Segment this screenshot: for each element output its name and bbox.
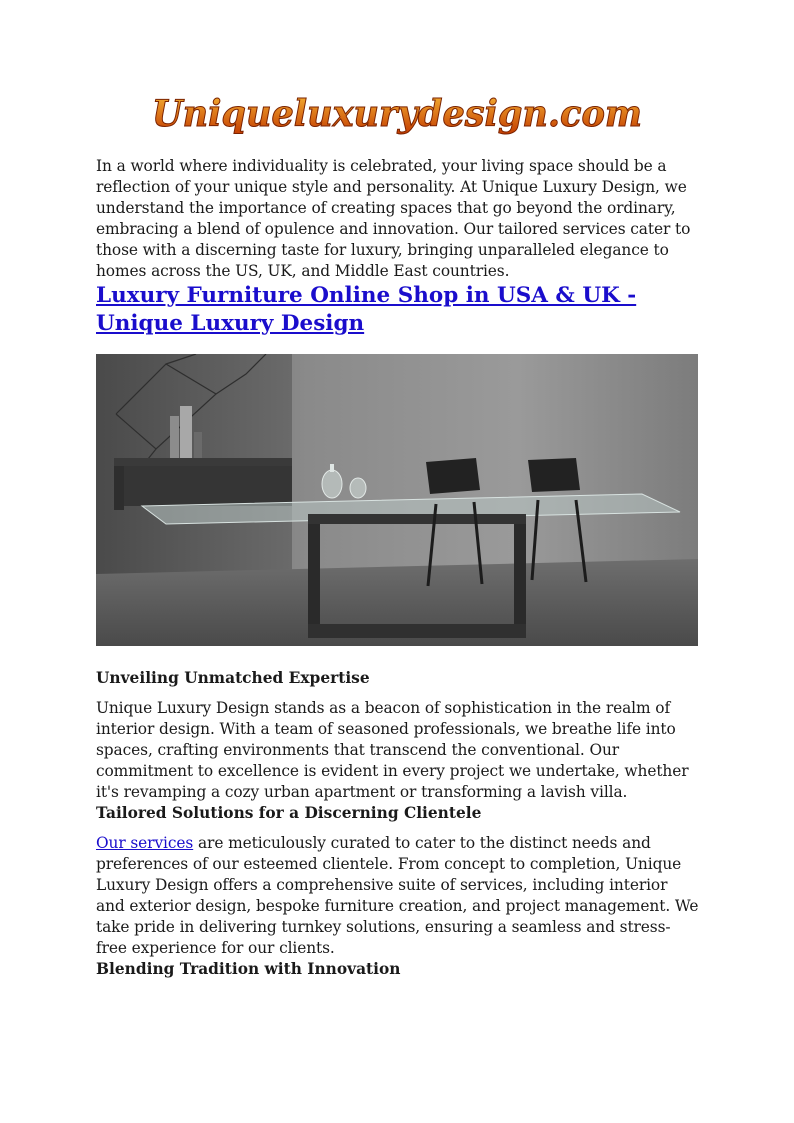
logo-text: Uniqueluxurydesign.com: [152, 93, 642, 135]
section-heading: Blending Tradition with Innovation: [96, 960, 401, 978]
section-paragraph: [96, 833, 700, 959]
article-body: [96, 156, 700, 989]
section-paragraph: Unique Luxury Design stands as a beacon of sophistication in the realm of interior design. With a team of seasoned professionals, we breathe life into spaces, crafting environments that transcend the conventional. Our commitment to excellence is evident in every project we undertake, whether it's revamping a cozy urban apartment or transforming a lavish villa.: [96, 699, 689, 801]
hero-image-dining-table: [96, 354, 698, 646]
logo-wordmark: [147, 90, 647, 138]
section-heading: Tailored Solutions for a Discerning Clientele: [96, 804, 482, 822]
our-services-link[interactable]: Our services: [96, 834, 194, 852]
section-heading: Unveiling Unmatched Expertise: [96, 669, 370, 687]
main-heading-link[interactable]: Luxury Furniture Online Shop in USA & UK - Unique Luxury Design: [96, 283, 637, 336]
section-paragraph-text: are meticulously curated to cater to the distinct needs and preferences of our esteemed clientele. From concept to completion, Unique Luxury Design offers a comprehensive suite of services, including interior and exterior design, bespoke furniture creation, and project management. We take pride in delivering turnkey solutions, ensuring a seamless and stress-free experience for our clients.: [96, 834, 699, 957]
site-logo[interactable]: [0, 90, 794, 138]
main-heading: [96, 282, 700, 338]
intro-paragraph: In a world where individuality is celebrated, your living space should be a reflection of your unique style and personality. At Unique Luxury Design, we understand the importance of creating spaces that go beyond the ordinary, embracing a blend of opulence and innovation. Our tailored services cater to those with a discerning taste for luxury, bringing unparalleled elegance to homes across the US, UK, and Middle East countries.: [96, 157, 691, 280]
